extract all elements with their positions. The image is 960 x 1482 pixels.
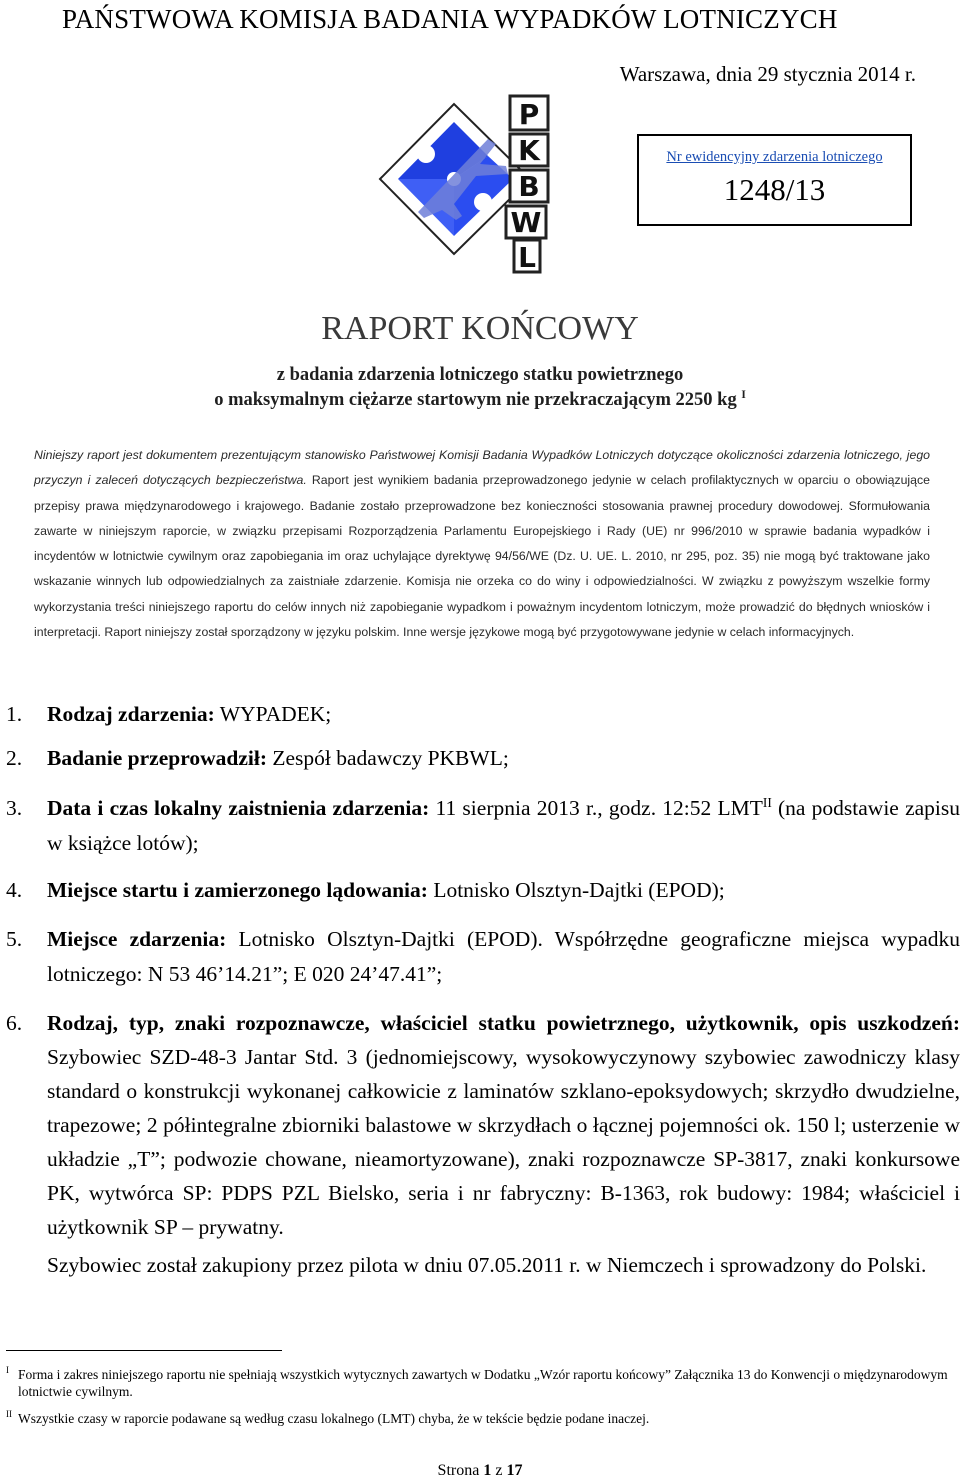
intro-paragraph [34,443,930,645]
item-label: Rodzaj, typ, znaki rozpoznawcze, właściciel statku powietrznego, użytkownik, opis uszkodzeń: [47,1011,960,1035]
footnote-text: Forma i zakres niniejszego raportu nie spełniają wszystkich wytycznych zawartych w Dodatku „Wzór raportu końcowy” Załącznika 13 do Konwencji o międzynarodowym lotnictwie cywilnym. [18,1367,948,1399]
svg-text:L: L [518,241,536,274]
item-label: Miejsce zdarzenia: [47,927,227,951]
footnote-text: Wszystkie czasy w raporcie podawane są według czasu lokalnego (LMT) chyba, że w tekście będzie podane inaczej. [18,1411,650,1426]
item-number: 4. [6,878,23,902]
item-label: Rodzaj zdarzenia: [47,702,215,726]
item-number: 6. [6,1011,23,1035]
page-total: 17 [506,1462,523,1479]
page-prefix: Strona [437,1462,484,1479]
footnote-ref-ii: II [762,794,772,810]
item-label: Badanie przeprowadził: [47,746,267,770]
report-subtitle-line2 [0,390,960,411]
item-label: Miejsce startu i zamierzonego lądowania: [47,878,428,902]
item-value-continued: (na podstawie zapisu w książce lotów); [47,796,960,855]
footnote [6,1366,960,1400]
document-date: Warszawa, dnia 29 stycznia 2014 r. [619,62,916,86]
svg-text:W: W [510,206,542,239]
event-number: 1248/13 [723,172,826,207]
item-value: WYPADEK; [214,702,332,726]
svg-text:B: B [518,170,540,203]
page-current: 1 [483,1462,492,1479]
list-item [6,873,960,908]
report-subtitle-line1: z badania zdarzenia lotniczego statku powietrznego [276,365,684,385]
footnote-ref-i: I [741,388,746,401]
pkbwl-logo-graphic [358,84,558,274]
pkbwl-logo [358,84,558,274]
item-value: Zespół badawczy PKBWL; [266,746,509,770]
footnote [6,1410,960,1427]
list-item [6,791,960,861]
footnote-mark: II [6,1409,12,1419]
footnote-mark: I [6,1365,9,1375]
list-item [6,697,960,732]
footnote-divider [6,1350,282,1351]
item-number: 5. [6,927,23,951]
organization-title: PAŃSTWOWA KOMISJA BADANIA WYPADKÓW LOTNICZYCH [62,4,838,34]
item-value: 11 sierpnia 2013 r., godz. 12:52 LMT [429,796,763,820]
list-item [6,1006,960,1282]
page-separator: z [491,1462,507,1479]
item-label: Data i czas lokalny zaistnienia zdarzenia: [47,796,430,820]
item-value: Lotnisko Olsztyn-Dajtki (EPOD); [427,878,725,902]
intro-italic-text: Niniejszy raport jest dokumentem prezentującym stanowisko Państwowej Komisji Badania Wypadków Lotniczych dotyczące okoliczności zdarzenia lotniczego, jego przyczyn i zaleceń dotyczących bezpieczeństwa. [34,448,930,488]
list-item [6,922,960,992]
svg-text:P: P [518,98,540,131]
list-item [6,741,960,776]
subtitle-text: o maksymalnym ciężarze startowym nie przekraczającym 2250 kg [214,390,737,410]
item-number: 2. [6,746,23,770]
item-number: 3. [6,796,23,820]
svg-text:K: K [518,134,540,167]
item-value: Lotnisko Olsztyn-Dajtki (EPOD). Współrzędne geograficzne miejsca wypadku lotniczego: N 53 46’14.21”; E 020 24’47.41”; [47,927,960,986]
item-value: Szybowiec SZD-48-3 Jantar Std. 3 (jednomiejscowy, wysokowyczynowy szybowiec zawodniczy klasy standard o konstrukcji wykonanej całkowicie z laminatów szklano-epoksydowych; skrzydło dwudzielne, trapezowe; 2 półintegralne zbiorniki balastowe w skrzydłach o łącznej pojemności ok. 150 l; usterzenie w układzie „T”; podwozie chowane, nieamortyzowane), znaki rozpoznawcze SP-3817, znaki konkursowe PK, wytwórca SP: PDPS PZL Bielsko, seria i nr fabryczny: B-1363, rok budowy: 1984; właściciel i użytkownik SP – prywatny. [47,1045,960,1239]
item-number: 1. [6,702,23,726]
report-title: RAPORT KOŃCOWY [321,310,639,347]
intro-text: Raport jest wynikiem badania przeprowadzonego jedynie w celach profilaktycznych w oparciu o obowiązujące przepisy prawa międzynarodowego i krajowego. Badanie zostało przeprowadzone bez konieczności stosowania prawnej procedury dowodowej. Sformułowania zawarte w niniejszym raporcie, w związku przepisami Rozporządzenia Parlamentu Europejskiego i Rady (UE) nr 996/2010 w sprawie badania wypadków i incydentów w lotnictwie cywilnym oraz zapobiegania im oraz uchylające dyrektywę 94/56/WE (Dz. U. UE. L. 2010, nr 295, poz. 35) nie mogą być traktowane jako wskazanie winnych lub odpowiedzialnych za zaistniałe zdarzenie. Komisja nie orzeka co do winy i odpowiedzialności. W związku z powyższym wszelkie formy wykorzystania treści niniejszego raportu do celów innych niż zapobieganie wypadkom i poważnym incydentom lotniczym, może prowadzić do błędnych wniosków i interpretacji. Raport niniejszy został sporządzony w języku polskim. Inne wersje językowe mogą być przygotowywane jedynie w celach informacyjnych. [34,473,930,640]
page-number [0,1462,960,1480]
event-number-box [637,134,912,226]
item-extra-note: Szybowiec został zakupiony przez pilota w dniu 07.05.2011 r. w Niemczech i sprowadzony do Polski. [47,1253,927,1277]
event-number-label: Nr ewidencyjny zdarzenia lotniczego [666,149,883,165]
